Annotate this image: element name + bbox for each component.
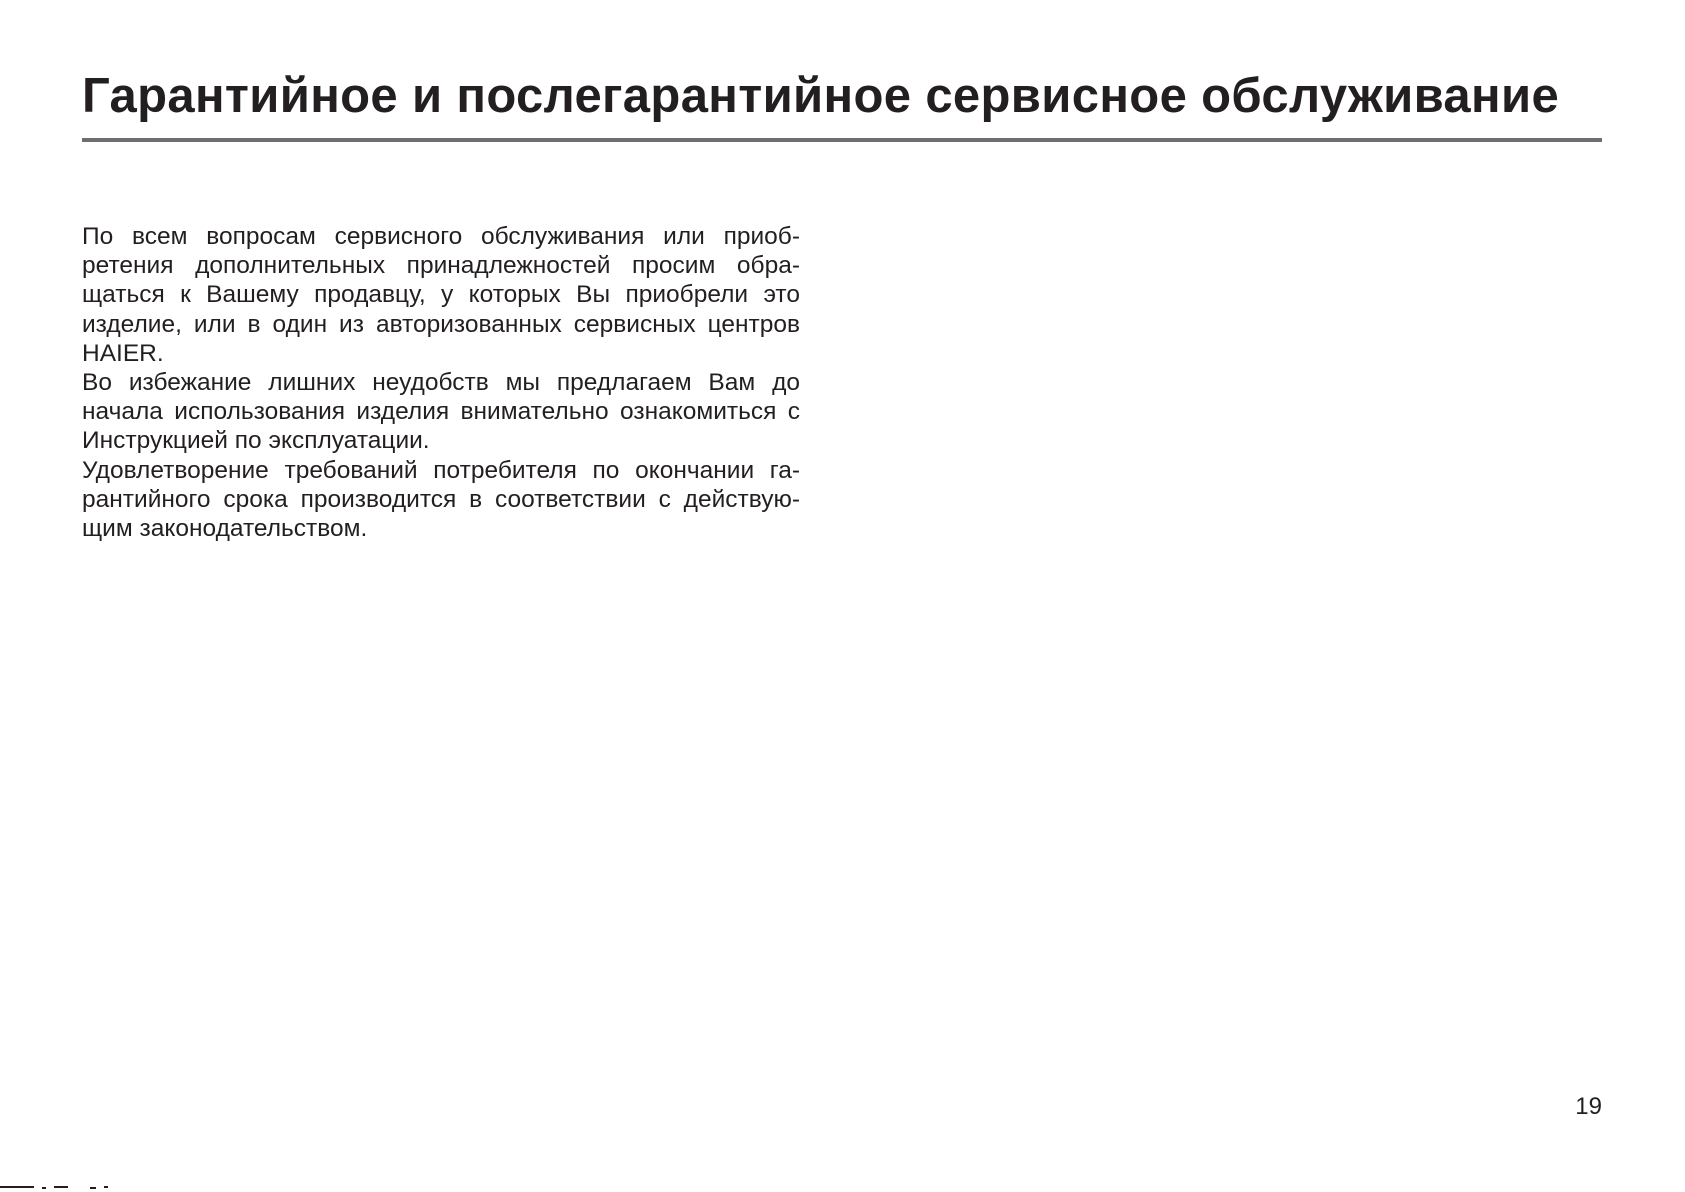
scan-edge-artifact xyxy=(0,1186,120,1189)
paragraph-service-contact: По всем вопросам сервисного обслуживания или приобретения дополнительных принадлежностей просим обращаться к Вашему продавцу, у которых Вы приобрели это изделие, или в один из авторизованных сервисных центров HAIER. xyxy=(82,223,800,367)
paragraph-read-instructions: Во избежание лишних неудобств мы предлагаем Вам до начала использования изделия внимательно ознакомиться с Инструкцией по эксплуатации. xyxy=(82,369,800,455)
paragraph-post-warranty: Удовлетворение требований потребителя по окончании гарантийного срока производится в соответствии с действующим законодательством. xyxy=(82,456,800,543)
title-divider xyxy=(82,138,1602,142)
body-text xyxy=(82,222,800,543)
page-title: Гарантийное и послегарантийное сервисное обслуживание xyxy=(82,69,1560,123)
page-number: 19 xyxy=(1575,1093,1602,1120)
